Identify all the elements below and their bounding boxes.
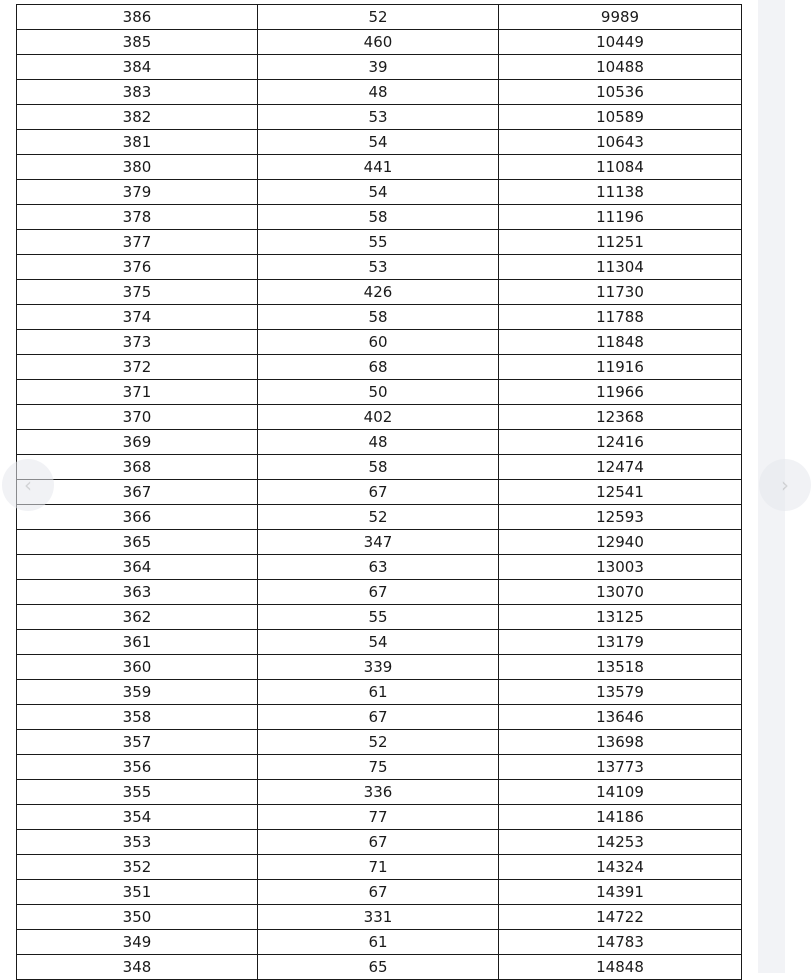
count-cell: 54 <box>258 630 499 655</box>
score-cell: 354 <box>17 805 258 830</box>
table-row <box>17 455 742 480</box>
cumulative-cell: 12474 <box>499 455 742 480</box>
count-cell: 54 <box>258 130 499 155</box>
score-cell: 363 <box>17 580 258 605</box>
count-cell: 58 <box>258 205 499 230</box>
count-cell: 77 <box>258 805 499 830</box>
cumulative-cell: 10449 <box>499 30 742 55</box>
cumulative-cell: 10488 <box>499 55 742 80</box>
cumulative-cell: 13003 <box>499 555 742 580</box>
score-cell: 359 <box>17 680 258 705</box>
table-row <box>17 505 742 530</box>
count-cell: 67 <box>258 830 499 855</box>
score-table <box>16 4 742 980</box>
count-cell: 67 <box>258 480 499 505</box>
score-cell: 361 <box>17 630 258 655</box>
cumulative-cell: 11916 <box>499 355 742 380</box>
count-cell: 53 <box>258 255 499 280</box>
count-cell: 48 <box>258 430 499 455</box>
count-cell: 426 <box>258 280 499 305</box>
score-cell: 366 <box>17 505 258 530</box>
score-cell: 373 <box>17 330 258 355</box>
table-row <box>17 930 742 955</box>
table-row <box>17 255 742 280</box>
cumulative-cell: 11730 <box>499 280 742 305</box>
table-row <box>17 530 742 555</box>
chevron-left-icon: ‹ <box>24 473 32 497</box>
cumulative-cell: 13179 <box>499 630 742 655</box>
table-row <box>17 355 742 380</box>
cumulative-cell: 13698 <box>499 730 742 755</box>
table-row <box>17 205 742 230</box>
count-cell: 58 <box>258 305 499 330</box>
score-cell: 383 <box>17 80 258 105</box>
cumulative-cell: 11084 <box>499 155 742 180</box>
table-row <box>17 405 742 430</box>
cumulative-cell: 13125 <box>499 605 742 630</box>
table-row <box>17 80 742 105</box>
count-cell: 65 <box>258 955 499 980</box>
count-cell: 441 <box>258 155 499 180</box>
cumulative-cell: 10643 <box>499 130 742 155</box>
cumulative-cell: 11196 <box>499 205 742 230</box>
table-row <box>17 605 742 630</box>
count-cell: 53 <box>258 105 499 130</box>
score-cell: 364 <box>17 555 258 580</box>
cumulative-cell: 12368 <box>499 405 742 430</box>
cumulative-cell: 14722 <box>499 905 742 930</box>
cumulative-cell: 11788 <box>499 305 742 330</box>
score-cell: 355 <box>17 780 258 805</box>
table-row <box>17 105 742 130</box>
table-row <box>17 30 742 55</box>
table-row <box>17 780 742 805</box>
score-cell: 368 <box>17 455 258 480</box>
cumulative-cell: 12940 <box>499 530 742 555</box>
score-cell: 349 <box>17 930 258 955</box>
count-cell: 50 <box>258 380 499 405</box>
table-row <box>17 480 742 505</box>
score-cell: 376 <box>17 255 258 280</box>
count-cell: 347 <box>258 530 499 555</box>
cumulative-cell: 13579 <box>499 680 742 705</box>
cumulative-cell: 12541 <box>499 480 742 505</box>
table-row <box>17 280 742 305</box>
previous-page-button[interactable] <box>2 459 54 511</box>
count-cell: 54 <box>258 180 499 205</box>
score-table-body <box>17 5 742 980</box>
count-cell: 339 <box>258 655 499 680</box>
cumulative-cell: 9989 <box>499 5 742 30</box>
count-cell: 61 <box>258 680 499 705</box>
chevron-right-icon: › <box>781 473 789 497</box>
cumulative-cell: 14324 <box>499 855 742 880</box>
score-cell: 372 <box>17 355 258 380</box>
score-cell: 357 <box>17 730 258 755</box>
table-row <box>17 880 742 905</box>
score-cell: 384 <box>17 55 258 80</box>
cumulative-cell: 11848 <box>499 330 742 355</box>
score-cell: 378 <box>17 205 258 230</box>
count-cell: 67 <box>258 580 499 605</box>
table-row <box>17 230 742 255</box>
count-cell: 55 <box>258 230 499 255</box>
count-cell: 55 <box>258 605 499 630</box>
table-row <box>17 755 742 780</box>
score-cell: 353 <box>17 830 258 855</box>
cumulative-cell: 11966 <box>499 380 742 405</box>
score-cell: 380 <box>17 155 258 180</box>
score-cell: 381 <box>17 130 258 155</box>
table-row <box>17 330 742 355</box>
count-cell: 52 <box>258 730 499 755</box>
cumulative-cell: 14391 <box>499 880 742 905</box>
score-cell: 365 <box>17 530 258 555</box>
score-cell: 362 <box>17 605 258 630</box>
table-row <box>17 155 742 180</box>
table-row <box>17 305 742 330</box>
table-row <box>17 55 742 80</box>
count-cell: 460 <box>258 30 499 55</box>
count-cell: 60 <box>258 330 499 355</box>
cumulative-cell: 11251 <box>499 230 742 255</box>
table-row <box>17 830 742 855</box>
count-cell: 336 <box>258 780 499 805</box>
table-row <box>17 5 742 30</box>
score-cell: 348 <box>17 955 258 980</box>
cumulative-cell: 11304 <box>499 255 742 280</box>
table-row <box>17 380 742 405</box>
score-cell: 351 <box>17 880 258 905</box>
table-row <box>17 955 742 980</box>
table-row <box>17 905 742 930</box>
cumulative-cell: 11138 <box>499 180 742 205</box>
score-cell: 382 <box>17 105 258 130</box>
count-cell: 68 <box>258 355 499 380</box>
cumulative-cell: 14783 <box>499 930 742 955</box>
score-cell: 367 <box>17 480 258 505</box>
table-row <box>17 430 742 455</box>
score-cell: 370 <box>17 405 258 430</box>
count-cell: 402 <box>258 405 499 430</box>
cumulative-cell: 12593 <box>499 505 742 530</box>
score-cell: 358 <box>17 705 258 730</box>
score-cell: 385 <box>17 30 258 55</box>
cumulative-cell: 13773 <box>499 755 742 780</box>
cumulative-cell: 13646 <box>499 705 742 730</box>
score-cell: 379 <box>17 180 258 205</box>
table-row <box>17 130 742 155</box>
score-cell: 369 <box>17 430 258 455</box>
table-row <box>17 680 742 705</box>
table-row <box>17 555 742 580</box>
table-row <box>17 580 742 605</box>
cumulative-cell: 10589 <box>499 105 742 130</box>
cumulative-cell: 14109 <box>499 780 742 805</box>
count-cell: 75 <box>258 755 499 780</box>
score-cell: 352 <box>17 855 258 880</box>
count-cell: 67 <box>258 705 499 730</box>
count-cell: 52 <box>258 505 499 530</box>
cumulative-cell: 14253 <box>499 830 742 855</box>
count-cell: 48 <box>258 80 499 105</box>
count-cell: 331 <box>258 905 499 930</box>
table-row <box>17 705 742 730</box>
table-row <box>17 180 742 205</box>
cumulative-cell: 14186 <box>499 805 742 830</box>
count-cell: 58 <box>258 455 499 480</box>
count-cell: 39 <box>258 55 499 80</box>
cumulative-cell: 10536 <box>499 80 742 105</box>
next-page-button[interactable] <box>759 459 811 511</box>
table-row <box>17 730 742 755</box>
score-cell: 360 <box>17 655 258 680</box>
count-cell: 52 <box>258 5 499 30</box>
cumulative-cell: 13070 <box>499 580 742 605</box>
score-cell: 350 <box>17 905 258 930</box>
cumulative-cell: 14848 <box>499 955 742 980</box>
score-cell: 371 <box>17 380 258 405</box>
table-row <box>17 630 742 655</box>
score-cell: 377 <box>17 230 258 255</box>
cumulative-cell: 12416 <box>499 430 742 455</box>
table-row <box>17 855 742 880</box>
count-cell: 71 <box>258 855 499 880</box>
count-cell: 61 <box>258 930 499 955</box>
cumulative-cell: 13518 <box>499 655 742 680</box>
count-cell: 67 <box>258 880 499 905</box>
score-cell: 375 <box>17 280 258 305</box>
table-row <box>17 805 742 830</box>
score-cell: 374 <box>17 305 258 330</box>
count-cell: 63 <box>258 555 499 580</box>
score-cell: 386 <box>17 5 258 30</box>
score-cell: 356 <box>17 755 258 780</box>
table-row <box>17 655 742 680</box>
